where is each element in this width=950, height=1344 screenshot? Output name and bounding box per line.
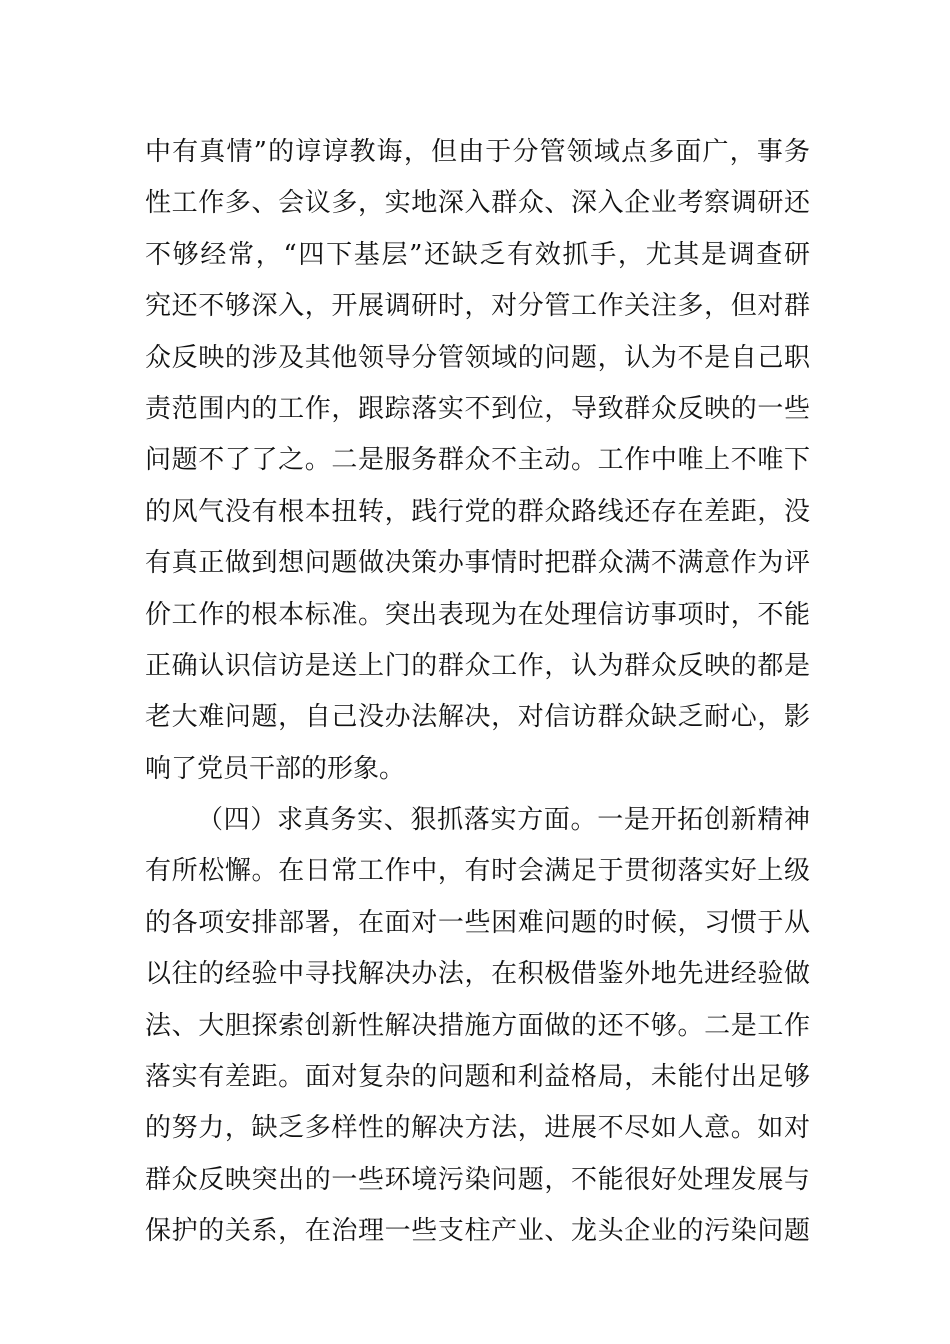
text-line: 中有真情”的谆谆教诲，但由于分管领域点多面广，事务 — [145, 137, 810, 167]
text-line: 法、大胆探索创新性解决措施方面做的还不够。二是工作 — [145, 1010, 810, 1041]
text-line: 的努力，缺乏多样性的解决方法，进展不尽如人意。如对 — [145, 1113, 810, 1144]
paragraph-end-line: 响了党员干部的形象。 — [145, 753, 406, 784]
text-line: 有所松懈。在日常工作中，有时会满足于贯彻落实好上级 — [145, 856, 810, 887]
text-line: 有真正做到想问题做决策办事情时把群众满不满意作为评 — [145, 548, 810, 579]
text-line: 责范围内的工作，跟踪落实不到位，导致群众反映的一些 — [145, 393, 810, 424]
text-line: 以往的经验中寻找解决办法，在积极借鉴外地先进经验做 — [145, 959, 810, 990]
text-line: 不够经常，“四下基层”还缺乏有效抓手，尤其是调查研 — [145, 239, 810, 270]
text-line: 群众反映突出的一些环境污染问题，不能很好处理发展与 — [145, 1164, 810, 1195]
text-line: 究还不够深入，开展调研时，对分管工作关注多，但对群 — [145, 291, 810, 322]
text-line: 价工作的根本标准。突出表现为在处理信访事项时，不能 — [145, 599, 810, 630]
section-heading-line: （四）求真务实、狠抓落实方面。一是开拓创新精神 — [197, 805, 810, 836]
text-line: 的各项安排部署，在面对一些困难问题的时候，习惯于从 — [145, 907, 810, 938]
text-line: 的风气没有根本扭转，践行党的群众路线还存在差距，没 — [145, 496, 810, 527]
text-line: 正确认识信访是送上门的群众工作，认为群众反映的都是 — [145, 650, 810, 681]
text-line: 性工作多、会议多，实地深入群众、深入企业考察调研还 — [145, 188, 810, 219]
text-line: 问题不了了之。二是服务群众不主动。工作中唯上不唯下 — [145, 445, 810, 476]
text-line: 老大难问题，自己没办法解决，对信访群众缺乏耐心，影 — [145, 702, 810, 733]
text-line: 落实有差距。面对复杂的问题和利益格局，未能付出足够 — [145, 1062, 810, 1093]
text-line: 保护的关系，在治理一些支柱产业、龙头企业的污染问题 — [145, 1216, 810, 1247]
body-text — [145, 127, 810, 1258]
text-line: 众反映的涉及其他领导分管领域的问题，认为不是自己职 — [145, 342, 810, 373]
